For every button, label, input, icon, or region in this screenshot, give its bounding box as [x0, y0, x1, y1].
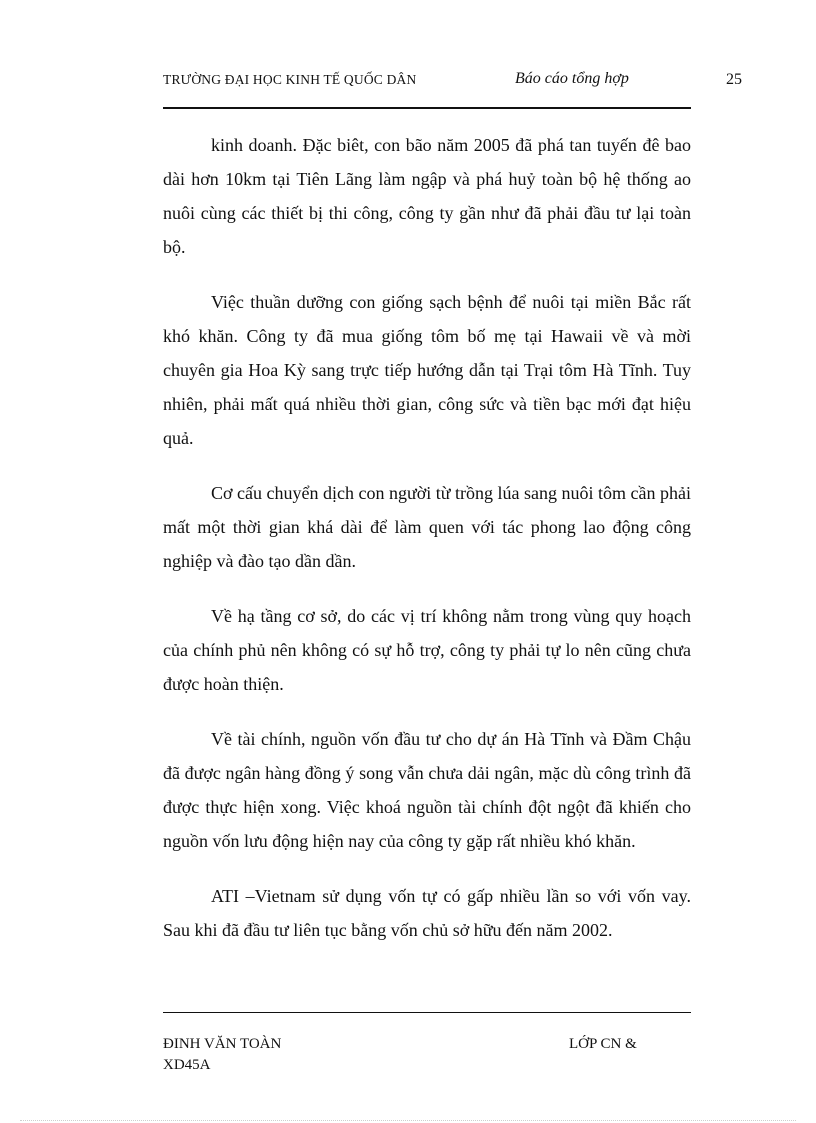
paragraph: kinh doanh. Đặc biêt, con bão năm 2005 đã phá tan tuyến đê bao dài hơn 10km tại Tiên Lãng làm ngập và phá huỷ toàn bộ hệ thống ao nuôi cùng các thiết bị thi công, công ty gần như đã phải đầu tư lại toàn bộ.	[163, 135, 691, 257]
page-bottom-border	[20, 1120, 796, 1121]
school-name: TRƯỜNG ĐẠI HỌC KINH TẾ QUỐC DÂN	[163, 72, 417, 87]
paragraph: Cơ cấu chuyển dịch con người từ trồng lúa sang nuôi tôm cần phải mất một thời gian khá dài để làm quen với tác phong lao động công nghiệp và đào tạo dần dần.	[163, 483, 691, 571]
body-text	[163, 128, 691, 968]
footer-divider	[163, 1012, 691, 1013]
page-number: 25	[726, 71, 742, 88]
page-header	[163, 70, 743, 94]
paragraph: ATI –Vietnam sử dụng vốn tự có gấp nhiều lần so với vốn vay. Sau khi đã đầu tư liên tục bằng vốn chủ sở hữu đến năm 2002.	[163, 886, 691, 940]
class-label-continued: XD45A	[163, 1057, 211, 1073]
class-label: LỚP CN &	[569, 1036, 637, 1052]
author-name: ĐINH VĂN TOÀN	[163, 1036, 282, 1052]
paragraph: Về hạ tầng cơ sở, do các vị trí không nằm trong vùng quy hoạch của chính phủ nên không có sự hỗ trợ, công ty phải tự lo nên cũng chưa được hoàn thiện.	[163, 606, 691, 694]
paragraph: Về tài chính, nguồn vốn đầu tư cho dự án Hà Tĩnh và Đầm Chậu đã được ngân hàng đồng ý song vẫn chưa dải ngân, mặc dù công trình đã được thực hiện xong. Việc khoá nguồn tài chính đột ngột đã khiến cho nguồn vốn lưu động hiện nay của công ty gặp rất nhiều khó khăn.	[163, 729, 691, 851]
report-title: Báo cáo tổng hợp	[515, 70, 629, 87]
paragraph: Việc thuần dưỡng con giống sạch bệnh để nuôi tại miền Bắc rất khó khăn. Công ty đã mua giống tôm bố mẹ tại Hawaii về và mời chuyên gia Hoa Kỳ sang trực tiếp hướng dẫn tại Trại tôm Hà Tĩnh. Tuy nhiên, phải mất quá nhiều thời gian, công sức và tiền bạc mới đạt hiệu quả.	[163, 292, 691, 448]
header-divider	[163, 107, 691, 109]
